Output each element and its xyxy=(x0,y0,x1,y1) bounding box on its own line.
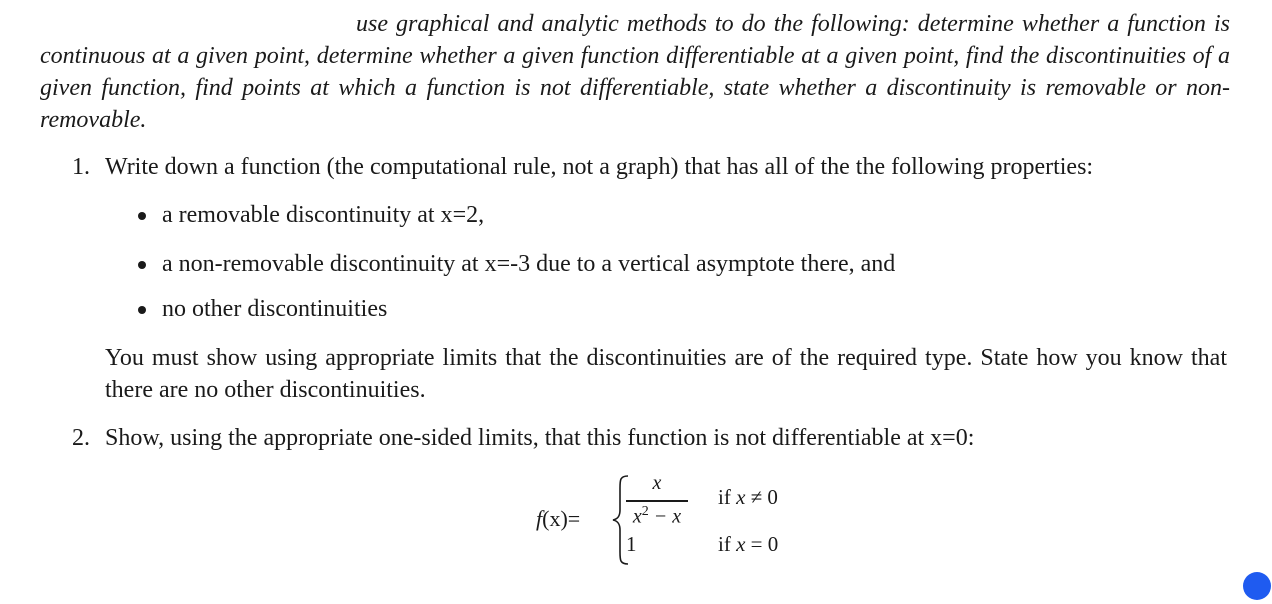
floating-action-button[interactable] xyxy=(1243,572,1271,600)
intro-paragraph: use graphical and analytic methods to do the following: determine whether a function is continuous at a given point, determine whether a given function differentiable at a given point, find the discontinuities of a given function, find points at which a function is not differentiable, state whether a discontinuity is removable or non-removable. xyxy=(40,11,1230,133)
bullet-dot xyxy=(138,212,146,220)
bullet-non-removable: a non-removable discontinuity at x=-3 due to a vertical asymptote there, and xyxy=(162,251,896,277)
formula-lhs: f(x)= xyxy=(536,506,581,531)
problem-1-text: Write down a function (the computational rule, not a graph) that has all of the the following properties: xyxy=(105,154,1094,180)
bullet-dot xyxy=(138,261,146,269)
piecewise-formula xyxy=(530,468,830,572)
fraction-numerator: x xyxy=(652,472,662,494)
case-2-condition: if x = 0 xyxy=(718,532,779,556)
problem-2-number: 2. xyxy=(72,425,90,451)
bullet-removable: a removable discontinuity at x=2, xyxy=(162,202,485,228)
fraction-denominator: $x^2 - x$ xyxy=(632,504,682,528)
case-2-value: 1 xyxy=(626,532,637,556)
problem-1-followup: You must show using appropriate limits that the discontinuities are of the required type. State how you know that there are no other discontinuities. xyxy=(105,345,1227,403)
bullet-no-other: no other discontinuities xyxy=(162,296,388,322)
problem-2-text: Show, using the appropriate one-sided limits, that this function is not differentiable at x=0: xyxy=(105,425,975,451)
fraction-bar xyxy=(626,500,688,502)
case-1-condition: if x ≠ 0 xyxy=(718,485,778,509)
bullet-dot xyxy=(138,306,146,314)
problem-1-number: 1. xyxy=(72,154,90,180)
